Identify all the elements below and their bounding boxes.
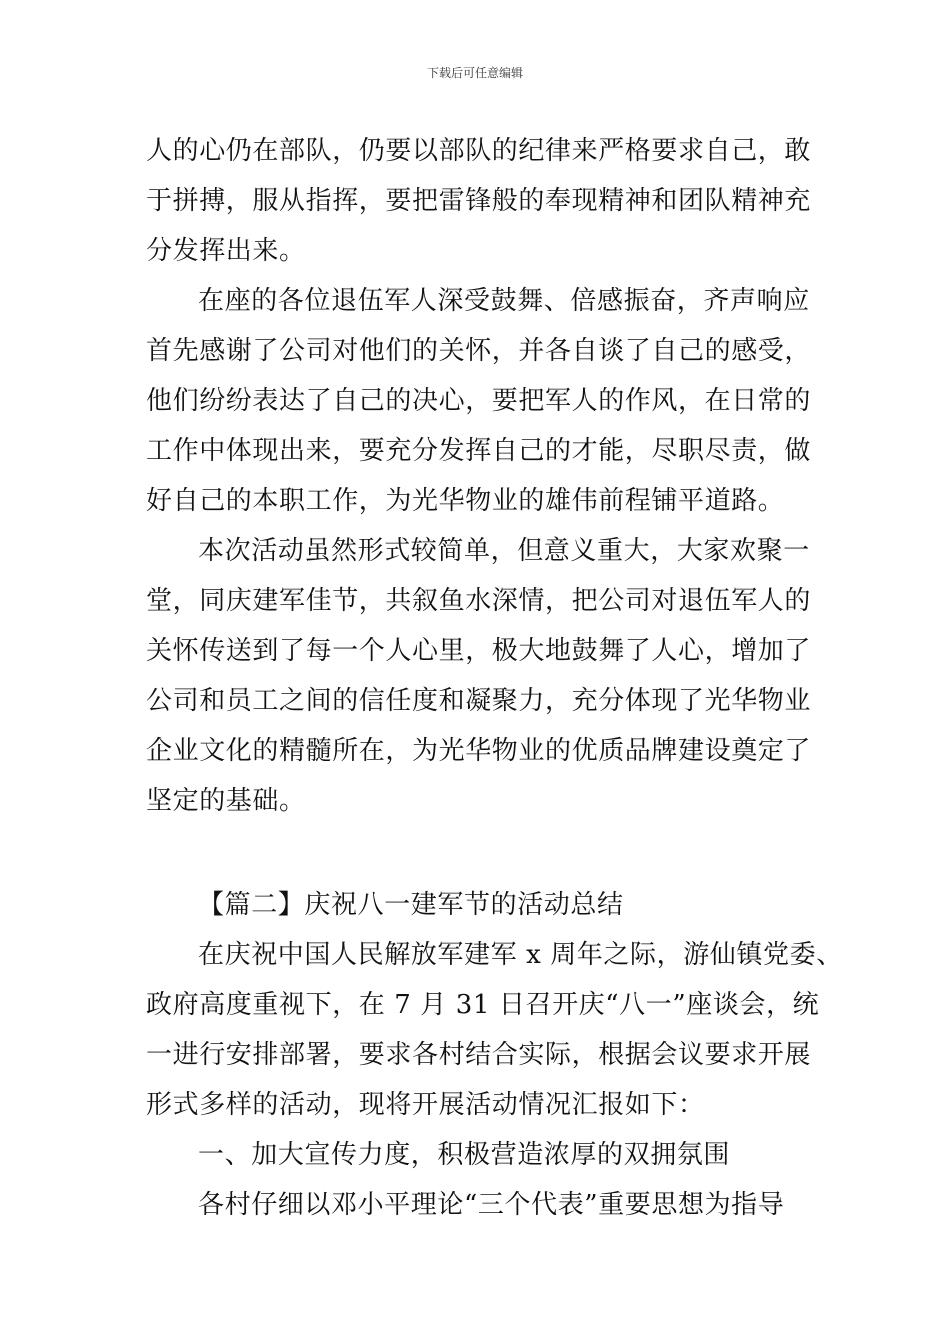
text-line: 在庆祝中国人民解放军建军 x 周年之际，游仙镇党委、 xyxy=(198,940,843,970)
section-spacer xyxy=(146,826,814,880)
document-body xyxy=(146,126,843,1230)
text-line: 企业文化的精髓所在，为光华物业的优质品牌建设奠定了 xyxy=(146,736,812,766)
section-title: 【篇二】庆祝八一建军节的活动总结 xyxy=(198,890,624,920)
text-line: 政府高度重视下，在 7 月 31 日召开庆“八一”座谈会，统 xyxy=(146,990,820,1020)
subheading: 一、加大宣传力度，积极营造浓厚的双拥氛围 xyxy=(198,1140,731,1170)
text-line: 堂，同庆建军佳节，共叙鱼水深情，把公司对退伍军人的 xyxy=(146,586,812,616)
text-line: 坚定的基础。 xyxy=(146,786,306,816)
text-line: 好自己的本职工作，为光华物业的雄伟前程铺平道路。 xyxy=(146,486,785,516)
paragraph-2 xyxy=(146,276,814,526)
page-header: 下载后可任意编辑 xyxy=(426,66,523,80)
text-line: 于拼搏，服从指挥，要把雷锋般的奉现精神和团队精神充 xyxy=(146,186,812,216)
text-line: 公司和员工之间的信任度和凝聚力，充分体现了光华物业 xyxy=(146,686,812,716)
text-line: 工作中体现出来，要充分发挥自己的才能，尽职尽责，做 xyxy=(146,436,812,466)
paragraph-5 xyxy=(146,1180,814,1230)
text-line: 首先感谢了公司对他们的关怀，并各自谈了自己的感受， xyxy=(146,336,812,366)
text-line: 各村仔细以邓小平理论“三个代表”重要思想为指导 xyxy=(198,1190,785,1220)
text-line: 本次活动虽然形式较简单，但意义重大，大家欢聚一 xyxy=(198,536,810,566)
paragraph-3 xyxy=(146,526,814,826)
text-line: 人的心仍在部队，仍要以部队的纪律来严格要求自己，敢 xyxy=(146,136,812,166)
text-line: 在座的各位退伍军人深受鼓舞、倍感振奋，齐声响应 xyxy=(198,286,810,316)
text-line: 一进行安排部署，要求各村结合实际，根据会议要求开展 xyxy=(146,1040,812,1070)
paragraph-4 xyxy=(146,930,843,1130)
text-line: 关怀传送到了每一个人心里，极大地鼓舞了人心，增加了 xyxy=(146,636,812,666)
text-line: 分发挥出来。 xyxy=(146,236,306,266)
text-line: 形式多样的活动，现将开展活动情况汇报如下： xyxy=(146,1090,705,1120)
paragraph-1 xyxy=(146,126,814,276)
text-line: 他们纷纷表达了自己的决心，要把军人的作风，在日常的 xyxy=(146,386,812,416)
